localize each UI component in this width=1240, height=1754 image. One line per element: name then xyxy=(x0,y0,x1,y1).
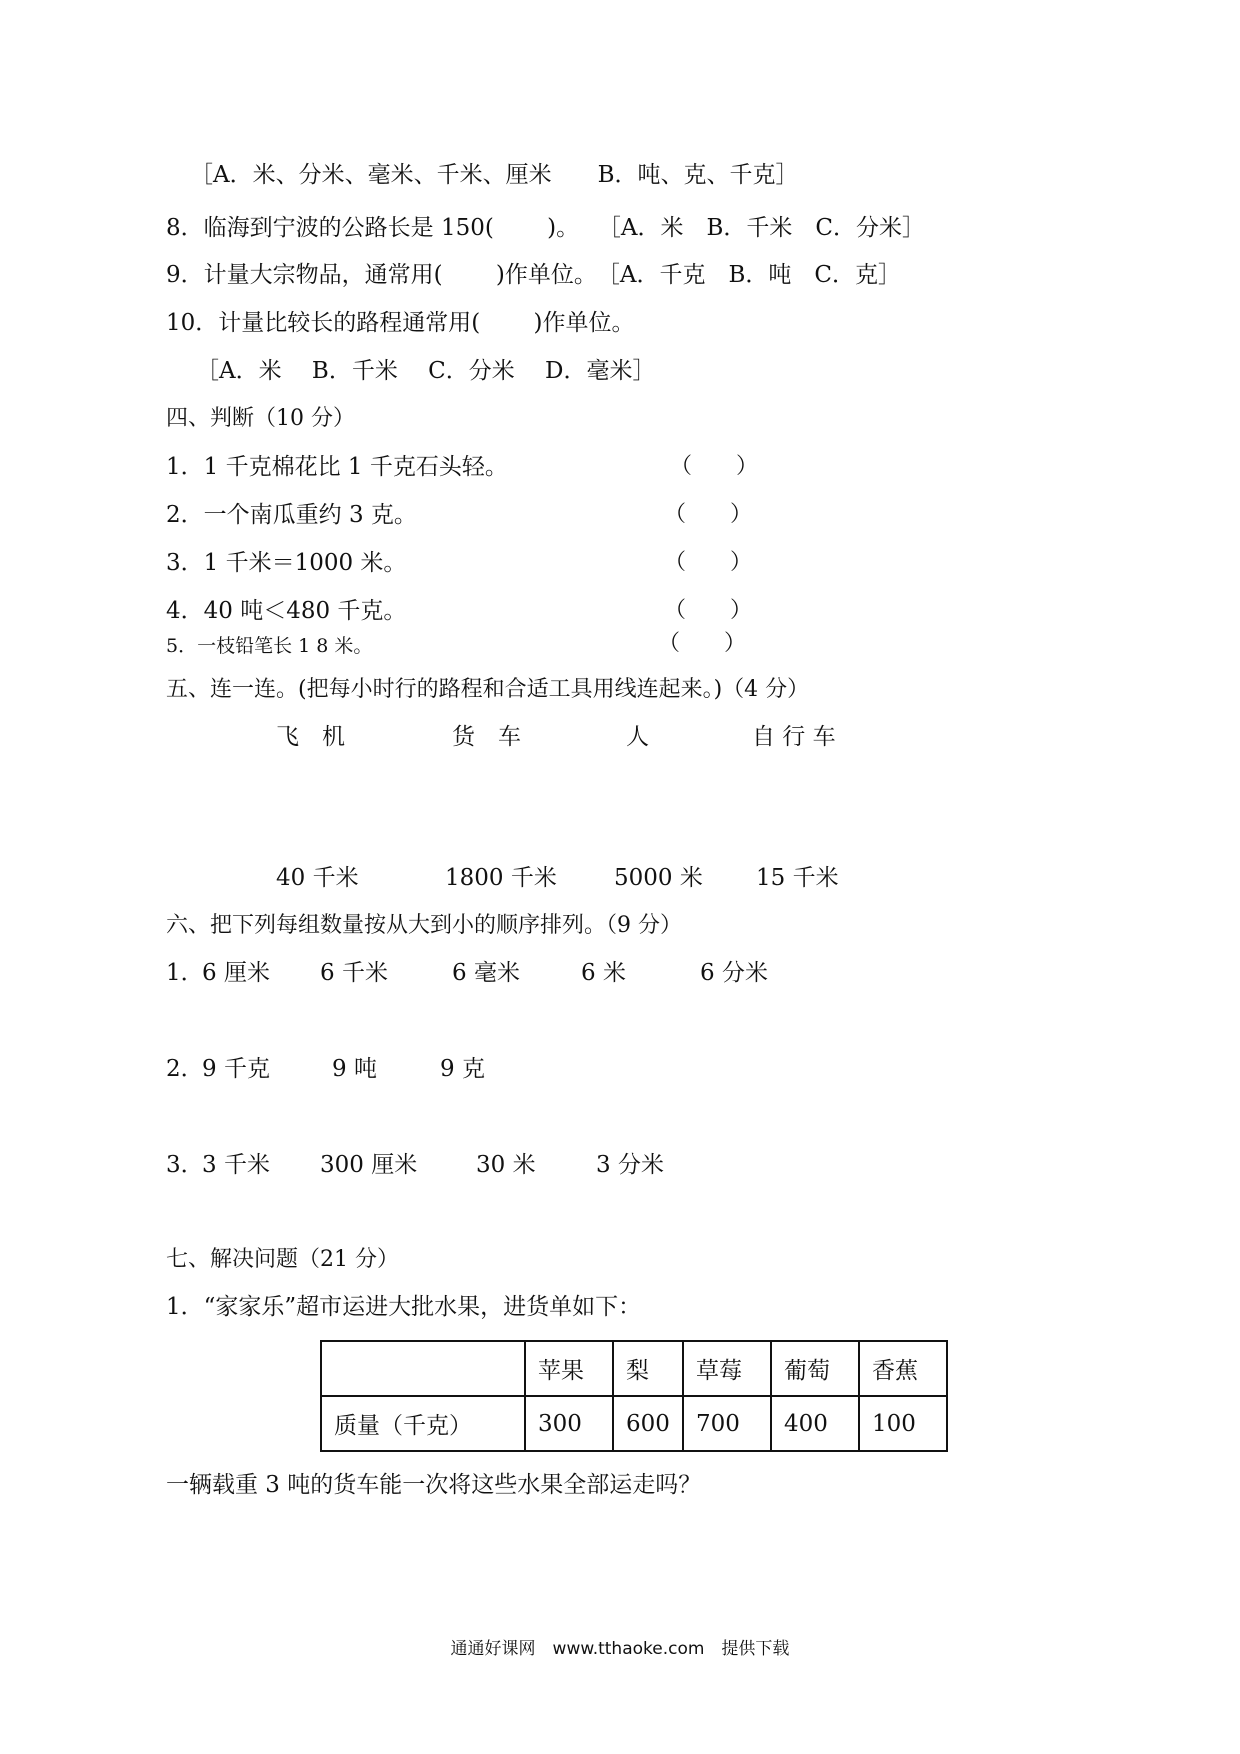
vehicle-bicycle[interactable]: 自 行 车 xyxy=(752,724,836,750)
table-cell: 600 xyxy=(613,1396,683,1451)
group-3-item: 300 厘米 xyxy=(320,1152,418,1178)
section-7-title: 七、解决问题（21 分） xyxy=(166,1247,399,1272)
group-1-item: 6 毫米 xyxy=(452,960,520,986)
section-6-title: 六、把下列每组数量按从大到小的顺序排列。（9 分） xyxy=(166,913,682,938)
distance-15km[interactable]: 15 千米 xyxy=(756,865,839,891)
purchase-table xyxy=(320,1340,948,1452)
judge-answer-5[interactable]: （ ） xyxy=(658,631,747,656)
table-header-cell: 香蕉 xyxy=(859,1341,947,1396)
judge-answer-3[interactable]: （ ） xyxy=(664,550,753,575)
table-header-cell: 苹果 xyxy=(525,1341,613,1396)
group-2-number: 2． xyxy=(166,1056,204,1082)
distance-40km[interactable]: 40 千米 xyxy=(276,865,359,891)
judge-item-1: 1．1 千克棉花比 1 千克石头轻。 xyxy=(166,454,508,480)
group-1-item: 6 米 xyxy=(581,960,626,986)
judge-item-2: 2．一个南瓜重约 3 克。 xyxy=(166,502,417,528)
table-header-cell: 草莓 xyxy=(683,1341,771,1396)
table-row xyxy=(321,1396,947,1451)
group-1-item: 6 分米 xyxy=(700,960,768,986)
section-5-title: 五、连一连。(把每小时行的路程和合适工具用线连起来。)（4 分） xyxy=(166,677,810,702)
group-1-item: 6 厘米 xyxy=(202,960,270,986)
q7-options: ［A．米、分米、毫米、千米、厘米 B．吨、克、千克］ xyxy=(190,162,799,188)
distance-1800km[interactable]: 1800 千米 xyxy=(445,865,557,891)
vehicle-truck[interactable]: 货 车 xyxy=(452,724,521,750)
table-header-cell: 葡萄 xyxy=(771,1341,859,1396)
question-9: 9．计量大宗物品，通常用( )作单位。 ［A．千克 B．吨 C．克］ xyxy=(166,262,902,288)
judge-item-4: 4．40 吨＜480 千克。 xyxy=(166,598,407,624)
judge-answer-4[interactable]: （ ） xyxy=(664,598,753,623)
group-3-number: 3． xyxy=(166,1152,204,1178)
question-10: 10．计量比较长的路程通常用( )作单位。 xyxy=(166,310,635,336)
vehicle-person[interactable]: 人 xyxy=(626,724,649,750)
group-3-item: 3 分米 xyxy=(596,1152,664,1178)
section-4-title: 四、判断（10 分） xyxy=(166,406,355,431)
problem-1-intro: 1．“家家乐”超市运进大批水果，进货单如下： xyxy=(166,1294,642,1320)
judge-item-5: 5．一枝铅笔长 1 8 米。 xyxy=(166,635,373,657)
table-cell: 100 xyxy=(859,1396,947,1451)
table-corner-cell xyxy=(321,1341,525,1396)
table-header-cell: 梨 xyxy=(613,1341,683,1396)
group-3-item: 30 米 xyxy=(476,1152,536,1178)
group-2-item: 9 吨 xyxy=(332,1056,377,1082)
group-2-item: 9 克 xyxy=(440,1056,485,1082)
table-header-row xyxy=(321,1341,947,1396)
distance-5000m[interactable]: 5000 米 xyxy=(614,865,703,891)
page-footer: 通通好课网 www.tthaoke.com 提供下载 xyxy=(450,1639,790,1659)
judge-item-3: 3．1 千米＝1000 米。 xyxy=(166,550,407,576)
judge-answer-2[interactable]: （ ） xyxy=(664,502,753,527)
group-1-number: 1． xyxy=(166,960,204,986)
group-1-item: 6 千米 xyxy=(320,960,388,986)
group-2-item: 9 千克 xyxy=(202,1056,270,1082)
table-cell: 700 xyxy=(683,1396,771,1451)
group-3-item: 3 千米 xyxy=(202,1152,270,1178)
vehicle-airplane[interactable]: 飞 机 xyxy=(276,724,345,750)
question-8: 8．临海到宁波的公路长是 150( )。 ［A．米 B．千米 C．分米］ xyxy=(166,215,926,241)
table-cell: 400 xyxy=(771,1396,859,1451)
q10-options: ［A．米 B．千米 C．分米 D．毫米］ xyxy=(196,358,656,384)
problem-1-question: 一辆载重 3 吨的货车能一次将这些水果全部运走吗？ xyxy=(166,1472,702,1498)
table-row-label: 质量（千克） xyxy=(321,1396,525,1451)
table-cell: 300 xyxy=(525,1396,613,1451)
judge-answer-1[interactable]: （ ） xyxy=(670,454,759,479)
